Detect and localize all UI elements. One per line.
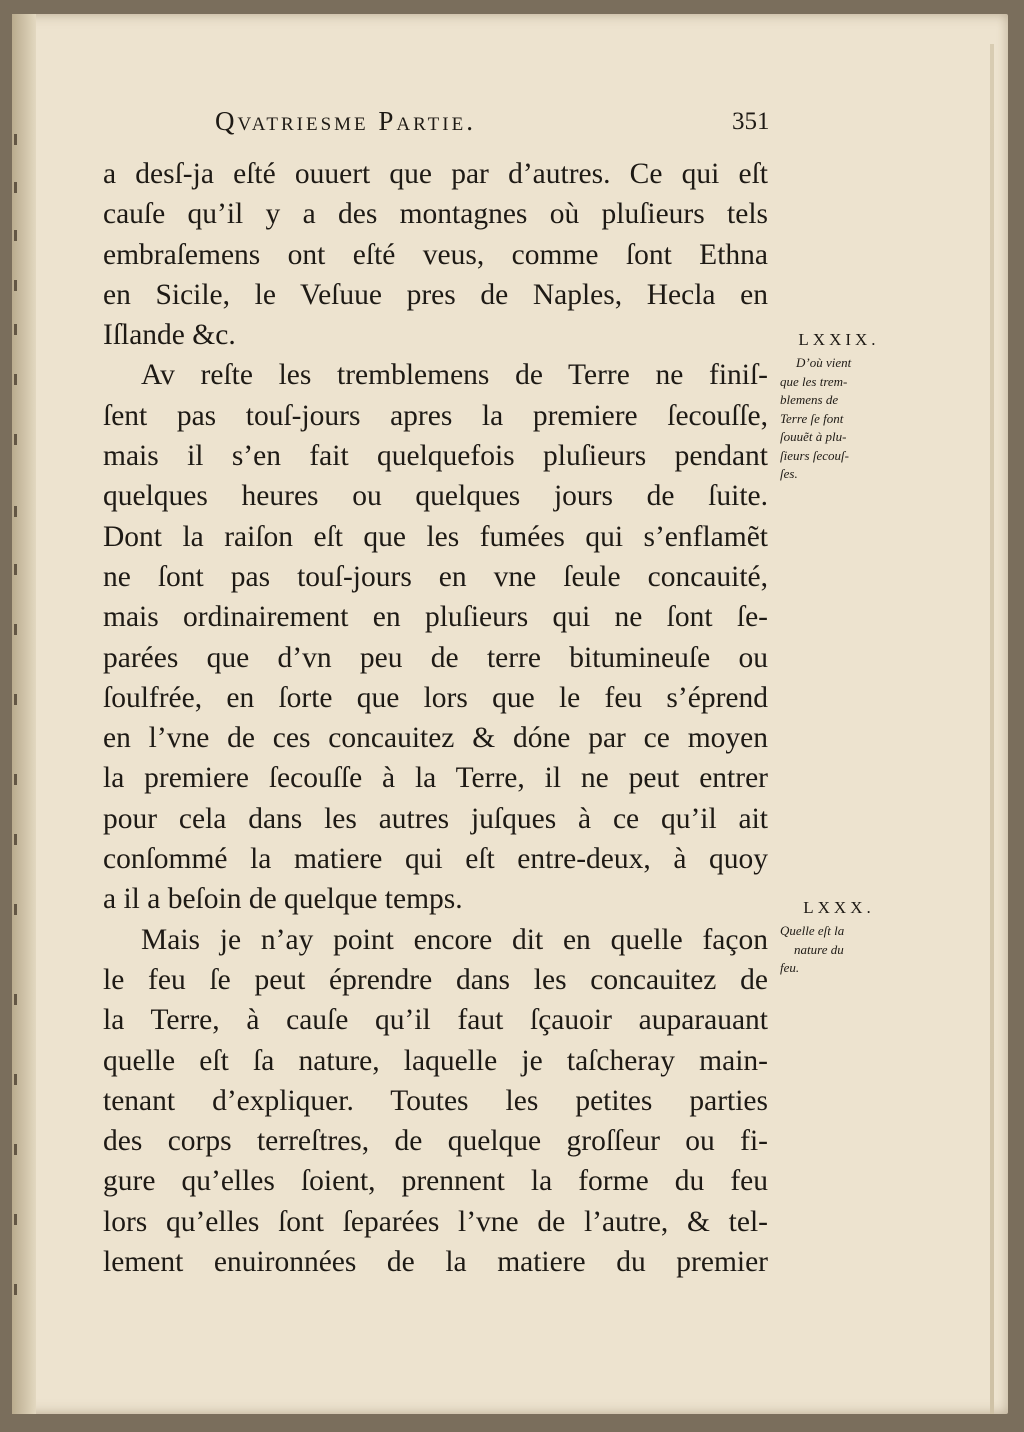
text-line: a il a beſoin de quelque temps. [103,883,463,916]
margin-note-number: LXXIX. [798,330,880,349]
text-line: lors qu’elles ſont ſeparées l’vne de l’autre, & tel- [103,1205,768,1238]
text-line: tenant d’expliquer. Toutes les petites parties [103,1084,768,1117]
text-line: cauſe qu’il y a des montagnes où pluſieurs tels [103,198,768,231]
text-line: la Terre, à cauſe qu’il faut ſçauoir auparauant [103,1004,768,1037]
margin-note-line: D’où vient [796,355,852,370]
paragraph-start-line: Av reſte les tremblemens de Terre ne finiſ- [141,359,768,392]
margin-note-line: blemens de [780,392,839,407]
margin-note-line: Quelle eſt la [780,923,845,938]
text-line: quelques heures ou quelques jours de ſuite. [103,480,768,513]
text-line: ſent pas touſ-jours apres la premiere ſecouſſe, [103,399,768,432]
text-line: mais ordinairement en pluſieurs qui ne ſont ſe- [103,601,768,634]
margin-note-number: LXXX. [803,898,875,917]
text-line: gure qu’elles ſoient, prennent la forme du feu [103,1165,768,1198]
running-head-title: Qvatriesme Partie. [215,106,476,136]
margin-note-line: que les trem- [780,373,848,389]
paragraph-start-line: Mais je n’ay point encore dit en quelle façon [141,923,768,956]
text-line: embraſemens ont eſté veus, comme ſont Ethna [103,238,768,271]
text-line: conſommé la matiere qui eſt entre-deux, à quoy [103,843,768,876]
binding-gutter [12,14,36,1414]
margin-note-lxxx [780,898,898,978]
margin-note-line: Terre ſe font [780,410,844,426]
text-line: parées que d’vn peu de terre bitumineuſe ou [103,641,768,674]
running-head [0,106,1024,146]
gutter-show-through [14,134,22,1334]
text-line: en l’vne de ces concauitez & dóne par ce moyen [103,722,768,755]
text-line: ſoulfrée, en ſorte que lors que le feu s’éprend [103,681,768,714]
text-line: mais il s’en fait quelquefois pluſieurs pendant [103,440,768,473]
text-line: lement enuironnées de la matiere du premier [103,1246,768,1279]
text-line: pour cela dans les autres juſques à ce qu’il ait [103,802,768,835]
margin-note-text [780,354,898,484]
margin-note-line: ſieurs ſecouſ- [780,447,849,463]
text-line: ne ſont pas touſ-jours en vne ſeule concauité, [103,560,768,593]
text-line: le feu ſe peut éprendre dans les concauitez de [103,963,768,996]
text-line: en Sicile, le Veſuue pres de Naples, Hecla en [103,278,768,311]
text-line: a desſ-ja eſté ouuert que par d’autres. Ce qui eſt [103,158,768,190]
text-line: Dont la raiſon eſt que les fumées qui s’enflamẽt [103,520,768,553]
page-number: 351 [732,108,770,135]
body-text [103,154,768,1282]
text-line: quelle eſt ſa nature, laquelle je taſcheray main- [103,1044,768,1077]
margin-note-lxxix [780,330,898,484]
margin-note-line: nature du [794,941,844,957]
margin-note-line: feu. [780,960,800,975]
margin-note-text [780,922,898,978]
text-line: Iſlande &c. [103,319,236,352]
text-line: la premiere ſecouſſe à la Terre, il ne peut entrer [103,762,768,795]
text-line: des corps terreſtres, de quelque groſſeur ou fi- [103,1125,768,1158]
page-fore-edge [990,44,994,1414]
margin-note-line: ſouuẽt à plu- [780,429,847,444]
margin-note-line: ſes. [780,466,798,481]
